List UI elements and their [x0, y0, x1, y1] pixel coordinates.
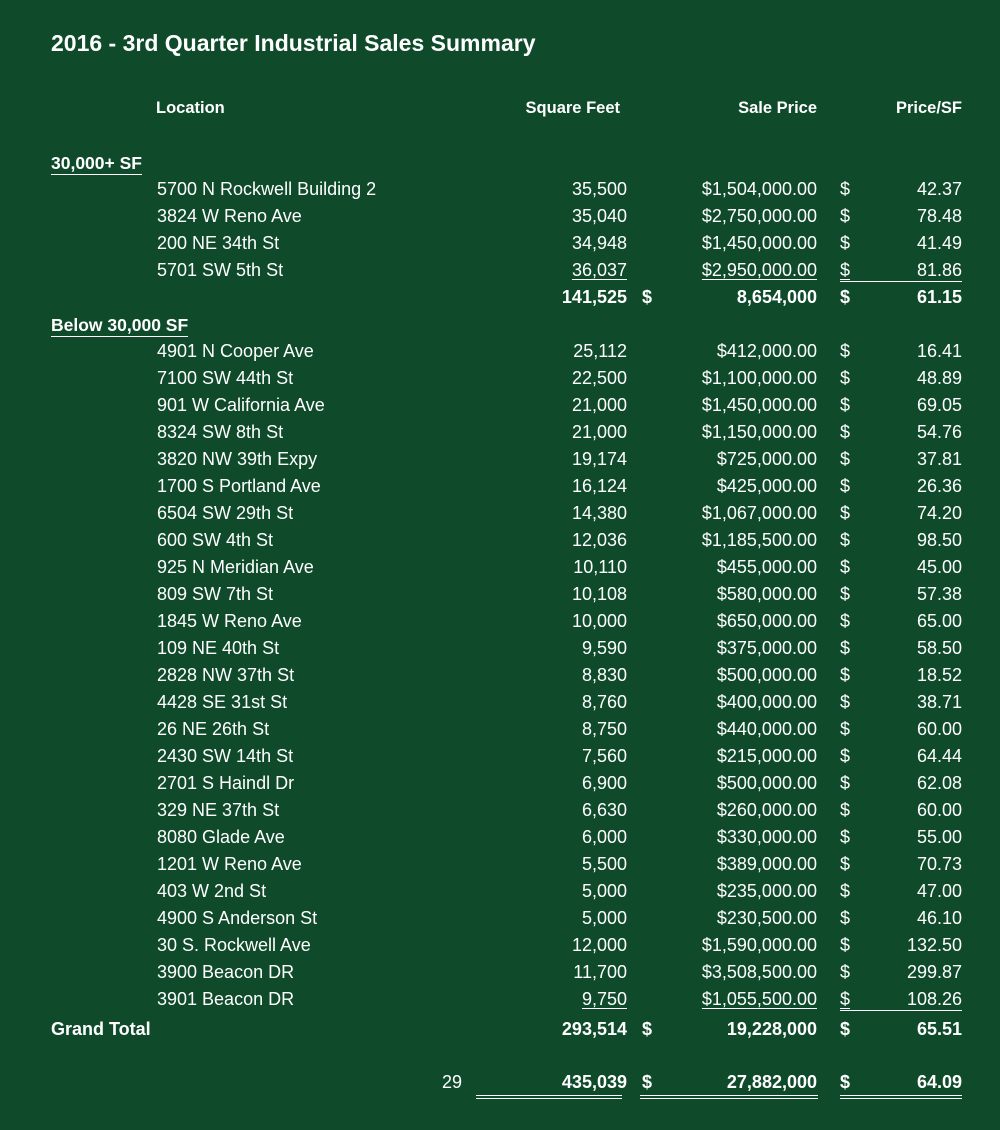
- sale-price-cell: $2,950,000.00: [701, 260, 817, 280]
- currency-cell: $: [840, 962, 851, 982]
- subtotal-dollar-sign: $: [642, 287, 653, 307]
- square-feet-cell: 19,174: [571, 449, 627, 469]
- square-feet-cell: 8,760: [581, 692, 627, 712]
- subtotal-sqft: 141,525: [561, 287, 627, 307]
- location-cell: 1201 W Reno Ave: [157, 854, 302, 874]
- grand-total-dollar-sign: $: [642, 1019, 653, 1039]
- sale-price-cell: $3,508,500.00: [701, 962, 817, 982]
- square-feet-cell: 36,037: [571, 260, 627, 280]
- currency-cell: $: [840, 530, 851, 550]
- currency-cell: $: [840, 395, 851, 415]
- table-row: [0, 203, 1000, 230]
- sale-price-cell: $215,000.00: [716, 746, 817, 766]
- table-row: [0, 986, 1000, 1013]
- table-row: [0, 608, 1000, 635]
- square-feet-cell: 35,500: [571, 179, 627, 199]
- price-sf-cell: 41.49: [916, 233, 962, 253]
- table-row: [0, 878, 1000, 905]
- square-feet-cell: 34,948: [571, 233, 627, 253]
- square-feet-cell: 5,000: [581, 881, 627, 901]
- square-feet-cell: 8,830: [581, 665, 627, 685]
- sale-price-cell: $389,000.00: [716, 854, 817, 874]
- table-row: [0, 905, 1000, 932]
- subtotal-price-sf: 61.15: [916, 287, 962, 307]
- table-row: [0, 527, 1000, 554]
- price-sf-cell: 55.00: [916, 827, 962, 847]
- currency-cell: $: [840, 584, 851, 604]
- location-cell: 600 SW 4th St: [157, 530, 274, 550]
- section-label-30000-plus: 30,000+ SF: [51, 153, 142, 173]
- currency-cell: $: [840, 773, 851, 793]
- grand-total-row: [0, 1016, 1000, 1043]
- table-row: [0, 257, 1000, 284]
- table-row: [0, 554, 1000, 581]
- header-square-feet: Square Feet: [525, 99, 620, 117]
- location-cell: 3900 Beacon DR: [157, 962, 295, 982]
- report-title: 2016 - 3rd Quarter Industrial Sales Summary: [51, 30, 536, 56]
- table-row: [0, 851, 1000, 878]
- sale-price-cell: $1,100,000.00: [701, 368, 817, 388]
- table-row: [0, 581, 1000, 608]
- sale-price-cell: $412,000.00: [716, 341, 817, 361]
- currency-cell: $: [840, 341, 851, 361]
- price-sf-cell: 69.05: [916, 395, 962, 415]
- currency-cell: $: [840, 476, 851, 496]
- overall-double-rule-psf: [840, 1095, 962, 1099]
- square-feet-cell: 21,000: [571, 422, 627, 442]
- sale-price-cell: $260,000.00: [716, 800, 817, 820]
- subtotal-price: 8,654,000: [736, 287, 817, 307]
- sale-price-cell: $235,000.00: [716, 881, 817, 901]
- currency-cell: $: [840, 206, 851, 226]
- square-feet-cell: 9,590: [581, 638, 627, 658]
- price-sf-cell: 60.00: [916, 800, 962, 820]
- table-row: [0, 743, 1000, 770]
- square-feet-cell: 35,040: [571, 206, 627, 226]
- price-sf-cell: 299.87: [906, 962, 962, 982]
- table-row: [0, 770, 1000, 797]
- square-feet-cell: 8,750: [581, 719, 627, 739]
- price-sf-cell: 78.48: [916, 206, 962, 226]
- square-feet-cell: 16,124: [571, 476, 627, 496]
- square-feet-cell: 22,500: [571, 368, 627, 388]
- subtotal-row-30000-plus: [0, 284, 1000, 311]
- overall-dollar-sign: $: [642, 1072, 653, 1092]
- location-cell: 5700 N Rockwell Building 2: [157, 179, 377, 199]
- overall-price-sf: 64.09: [916, 1072, 962, 1092]
- sale-price-cell: $375,000.00: [716, 638, 817, 658]
- currency-cell: $: [840, 935, 851, 955]
- location-cell: 2701 S Haindl Dr: [157, 773, 295, 793]
- currency-cell: $: [840, 854, 851, 874]
- sale-price-cell: $725,000.00: [716, 449, 817, 469]
- price-sf-cell: 132.50: [906, 935, 962, 955]
- square-feet-cell: 9,750: [581, 989, 627, 1009]
- square-feet-cell: 7,560: [581, 746, 627, 766]
- price-sf-cell: 74.20: [916, 503, 962, 523]
- location-cell: 901 W California Ave: [157, 395, 325, 415]
- square-feet-cell: 6,630: [581, 800, 627, 820]
- grand-total-sqft: 293,514: [561, 1019, 627, 1039]
- price-sf-cell: 108.26: [906, 989, 962, 1009]
- section-label-below-30000: Below 30,000 SF: [51, 315, 189, 335]
- subtotal-rule: [840, 281, 962, 282]
- section2-rule: [840, 1010, 962, 1011]
- table-row: [0, 635, 1000, 662]
- currency-cell: $: [840, 827, 851, 847]
- square-feet-cell: 6,000: [581, 827, 627, 847]
- square-feet-cell: 10,110: [573, 557, 627, 577]
- location-cell: 109 NE 40th St: [157, 638, 280, 658]
- square-feet-cell: 6,900: [581, 773, 627, 793]
- subtotal-currency: $: [840, 287, 851, 307]
- price-sf-cell: 46.10: [916, 908, 962, 928]
- currency-cell: $: [840, 260, 851, 280]
- price-sf-cell: 81.86: [916, 260, 962, 280]
- sale-price-cell: $650,000.00: [716, 611, 817, 631]
- square-feet-cell: 14,380: [571, 503, 627, 523]
- table-row: [0, 797, 1000, 824]
- table-row: [0, 689, 1000, 716]
- location-cell: 8324 SW 8th St: [157, 422, 284, 442]
- square-feet-cell: 5,500: [581, 854, 627, 874]
- currency-cell: $: [840, 692, 851, 712]
- location-cell: 925 N Meridian Ave: [157, 557, 314, 577]
- currency-cell: $: [840, 665, 851, 685]
- overall-price: 27,882,000: [726, 1072, 817, 1092]
- overall-count: 29: [441, 1072, 462, 1092]
- sale-price-cell: $455,000.00: [716, 557, 817, 577]
- location-cell: 2430 SW 14th St: [157, 746, 294, 766]
- currency-cell: $: [840, 179, 851, 199]
- header-price-sf: Price/SF: [895, 99, 962, 117]
- sale-price-cell: $1,055,500.00: [701, 989, 817, 1009]
- overall-double-rule-sqft: [476, 1095, 622, 1099]
- currency-cell: $: [840, 908, 851, 928]
- grand-total-price-sf: 65.51: [916, 1019, 962, 1039]
- location-cell: 4428 SE 31st St: [157, 692, 288, 712]
- table-row: [0, 959, 1000, 986]
- price-sf-cell: 54.76: [916, 422, 962, 442]
- location-cell: 7100 SW 44th St: [157, 368, 294, 388]
- currency-cell: $: [840, 503, 851, 523]
- square-feet-cell: 5,000: [581, 908, 627, 928]
- square-feet-cell: 21,000: [571, 395, 627, 415]
- sale-price-cell: $1,450,000.00: [701, 395, 817, 415]
- grand-total-label: Grand Total: [51, 1019, 151, 1039]
- table-row: [0, 662, 1000, 689]
- square-feet-cell: 12,036: [571, 530, 627, 550]
- currency-cell: $: [840, 800, 851, 820]
- location-cell: 30 S. Rockwell Ave: [157, 935, 311, 955]
- currency-cell: $: [840, 638, 851, 658]
- location-cell: 1700 S Portland Ave: [157, 476, 321, 496]
- sale-price-cell: $500,000.00: [716, 773, 817, 793]
- price-sf-cell: 16.41: [916, 341, 962, 361]
- location-cell: 4901 N Cooper Ave: [157, 341, 314, 361]
- sale-price-cell: $230,500.00: [716, 908, 817, 928]
- location-cell: 3901 Beacon DR: [157, 989, 295, 1009]
- sale-price-cell: $1,590,000.00: [701, 935, 817, 955]
- currency-cell: $: [840, 719, 851, 739]
- table-row: [0, 473, 1000, 500]
- price-sf-cell: 57.38: [916, 584, 962, 604]
- table-row: [0, 176, 1000, 203]
- price-sf-cell: 38.71: [916, 692, 962, 712]
- table-row: [0, 392, 1000, 419]
- price-sf-cell: 48.89: [916, 368, 962, 388]
- sale-price-cell: $440,000.00: [716, 719, 817, 739]
- price-sf-cell: 42.37: [916, 179, 962, 199]
- location-cell: 1845 W Reno Ave: [157, 611, 302, 631]
- location-cell: 8080 Glade Ave: [157, 827, 285, 847]
- currency-cell: $: [840, 746, 851, 766]
- square-feet-cell: 25,112: [573, 341, 627, 361]
- table-row: [0, 365, 1000, 392]
- currency-cell: $: [840, 368, 851, 388]
- location-cell: 6504 SW 29th St: [157, 503, 294, 523]
- table-row: [0, 230, 1000, 257]
- currency-cell: $: [840, 557, 851, 577]
- price-sf-cell: 70.73: [916, 854, 962, 874]
- overall-currency: $: [840, 1072, 851, 1092]
- square-feet-cell: 12,000: [571, 935, 627, 955]
- overall-double-rule-price: [640, 1095, 818, 1099]
- square-feet-cell: 11,700: [573, 962, 627, 982]
- table-row: [0, 824, 1000, 851]
- sale-price-cell: $400,000.00: [716, 692, 817, 712]
- currency-cell: $: [840, 611, 851, 631]
- location-cell: 26 NE 26th St: [157, 719, 270, 739]
- header-sale-price: Sale Price: [738, 99, 817, 117]
- currency-cell: $: [840, 449, 851, 469]
- price-sf-cell: 26.36: [916, 476, 962, 496]
- sale-price-cell: $1,150,000.00: [701, 422, 817, 442]
- currency-cell: $: [840, 233, 851, 253]
- sale-price-cell: $425,000.00: [716, 476, 817, 496]
- location-cell: 403 W 2nd St: [157, 881, 267, 901]
- price-sf-cell: 65.00: [916, 611, 962, 631]
- table-row: [0, 716, 1000, 743]
- currency-cell: $: [840, 881, 851, 901]
- sale-price-cell: $1,450,000.00: [701, 233, 817, 253]
- sale-price-cell: $1,185,500.00: [701, 530, 817, 550]
- location-cell: 3824 W Reno Ave: [157, 206, 302, 226]
- header-location: Location: [156, 99, 225, 117]
- price-sf-cell: 37.81: [916, 449, 962, 469]
- sale-price-cell: $580,000.00: [716, 584, 817, 604]
- price-sf-cell: 62.08: [916, 773, 962, 793]
- table-row: [0, 932, 1000, 959]
- table-row: [0, 500, 1000, 527]
- price-sf-cell: 18.52: [916, 665, 962, 685]
- square-feet-cell: 10,108: [571, 584, 627, 604]
- table-row: [0, 419, 1000, 446]
- price-sf-cell: 45.00: [916, 557, 962, 577]
- overall-row: [0, 1069, 1000, 1096]
- location-cell: 3820 NW 39th Expy: [157, 449, 318, 469]
- currency-cell: $: [840, 989, 851, 1009]
- currency-cell: $: [840, 422, 851, 442]
- overall-sqft: 435,039: [561, 1072, 627, 1092]
- grand-total-price: 19,228,000: [726, 1019, 817, 1039]
- table-row: [0, 338, 1000, 365]
- location-cell: 5701 SW 5th St: [157, 260, 284, 280]
- location-cell: 809 SW 7th St: [157, 584, 274, 604]
- price-sf-cell: 60.00: [916, 719, 962, 739]
- price-sf-cell: 58.50: [916, 638, 962, 658]
- location-cell: 329 NE 37th St: [157, 800, 280, 820]
- sale-price-cell: $2,750,000.00: [701, 206, 817, 226]
- sale-price-cell: $330,000.00: [716, 827, 817, 847]
- sale-price-cell: $1,067,000.00: [701, 503, 817, 523]
- price-sf-cell: 98.50: [916, 530, 962, 550]
- square-feet-cell: 10,000: [571, 611, 627, 631]
- location-cell: 4900 S Anderson St: [157, 908, 318, 928]
- location-cell: 2828 NW 37th St: [157, 665, 295, 685]
- table-row: [0, 446, 1000, 473]
- grand-total-currency: $: [840, 1019, 851, 1039]
- price-sf-cell: 64.44: [916, 746, 962, 766]
- sale-price-cell: $500,000.00: [716, 665, 817, 685]
- sale-price-cell: $1,504,000.00: [701, 179, 817, 199]
- location-cell: 200 NE 34th St: [157, 233, 280, 253]
- price-sf-cell: 47.00: [916, 881, 962, 901]
